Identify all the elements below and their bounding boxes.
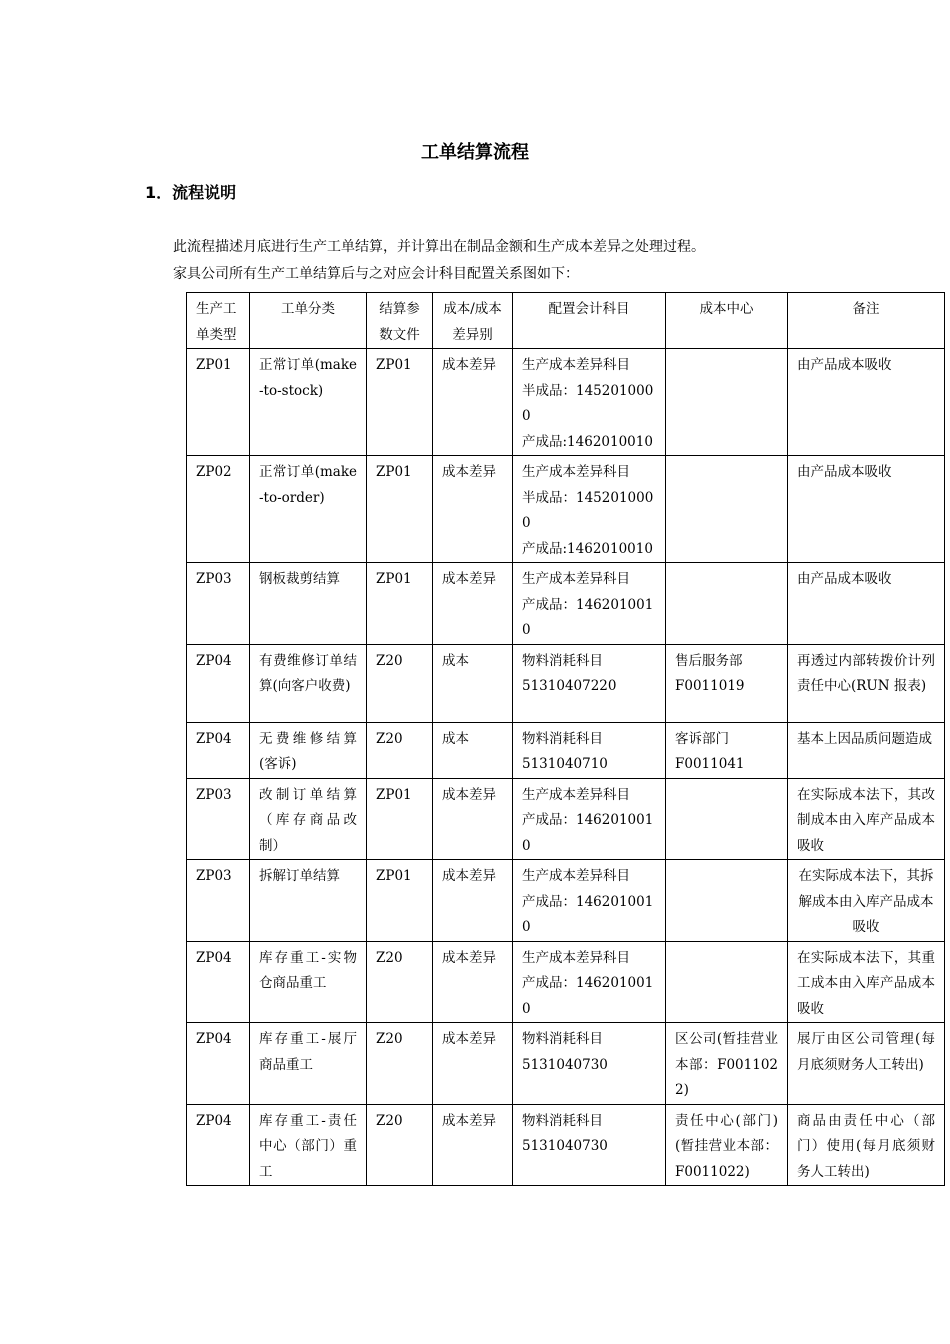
config-paragraph: 家具公司所有生产工单结算后与之对应会计科目配置关系图如下： (173, 266, 579, 282)
cell-remarks (788, 860, 945, 942)
underlined-remark: 在实际成本法下，其拆解成本由入库产品成本吸收 (798, 868, 934, 935)
cell-order-category: 钢板裁剪结算 (250, 563, 367, 645)
table-row (187, 1104, 945, 1186)
cell-order-type: ZP03 (187, 563, 250, 645)
cell-order-category: 库存重工-实物仓商品重工 (250, 941, 367, 1023)
cell-gl-account: 生产成本差异科目 产成品：1462010010 (513, 778, 666, 860)
cell-order-category: 库存重工-展厅商品重工 (250, 1023, 367, 1105)
table-row (187, 456, 945, 563)
cell-cost-center (666, 563, 788, 645)
table-row (187, 860, 945, 942)
cell-cost-variance-type: 成本差异 (433, 778, 513, 860)
cell-remarks: 在实际成本法下，其重工成本由入库产品成本吸收 (788, 941, 945, 1023)
cell-cost-variance-type: 成本差异 (433, 563, 513, 645)
cell-settlement-profile: Z20 (367, 722, 433, 778)
section-heading: 1．流程说明 (145, 183, 237, 202)
cell-order-type: ZP02 (187, 456, 250, 563)
cell-cost-center: 责任中心(部门)(暂挂营业本部：F0011022) (666, 1104, 788, 1186)
cell-order-category: 改制订单结算（库存商品改制） (250, 778, 367, 860)
cell-cost-variance-type: 成本差异 (433, 1104, 513, 1186)
cell-order-type: ZP04 (187, 722, 250, 778)
cell-settlement-profile: ZP01 (367, 860, 433, 942)
table-row (187, 563, 945, 645)
cell-order-category: 有费维修订单结算(向客户收费) (250, 644, 367, 722)
cell-order-type: ZP04 (187, 1023, 250, 1105)
cell-cost-variance-type: 成本差异 (433, 456, 513, 563)
cell-gl-account: 生产成本差异科目 产成品：1462010010 (513, 860, 666, 942)
table-row (187, 349, 945, 456)
cell-gl-account: 生产成本差异科目 产成品：1462010010 (513, 941, 666, 1023)
cell-order-category: 无费维修结算(客诉) (250, 722, 367, 778)
table-row (187, 1023, 945, 1105)
cell-cost-center: 区公司(暂挂营业本部：F0011022) (666, 1023, 788, 1105)
cell-gl-account: 物料消耗科目 5131040730 (513, 1023, 666, 1105)
table-row (187, 644, 945, 722)
cell-cost-variance-type: 成本差异 (433, 941, 513, 1023)
cell-gl-account: 物料消耗科目 5131040730 (513, 1104, 666, 1186)
cell-gl-account: 物料消耗科目 51310407220 (513, 644, 666, 722)
header-gl-account: 配置会计科目 (513, 293, 666, 349)
cell-settlement-profile: ZP01 (367, 349, 433, 456)
cell-settlement-profile: Z20 (367, 1023, 433, 1105)
cell-cost-center (666, 349, 788, 456)
header-settlement-profile: 结算参数文件 (367, 293, 433, 349)
cell-settlement-profile: Z20 (367, 644, 433, 722)
cell-cost-center (666, 941, 788, 1023)
cell-gl-account: 物料消耗科目 5131040710 (513, 722, 666, 778)
table-row (187, 722, 945, 778)
header-cost-center: 成本中心 (666, 293, 788, 349)
table-row (187, 778, 945, 860)
cell-cost-center: 售后服务部 F0011019 (666, 644, 788, 722)
cell-order-type: ZP03 (187, 860, 250, 942)
table-row (187, 941, 945, 1023)
cell-cost-variance-type: 成本 (433, 644, 513, 722)
cell-remarks: 基本上因品质问题造成 (788, 722, 945, 778)
table-header-row (187, 293, 945, 349)
cell-remarks: 展厅由区公司管理(每月底须财务人工转出) (788, 1023, 945, 1105)
cell-order-type: ZP03 (187, 778, 250, 860)
cell-cost-variance-type: 成本差异 (433, 860, 513, 942)
cell-order-type: ZP04 (187, 1104, 250, 1186)
intro-paragraph: 此流程描述月底进行生产工单结算，并计算出在制品金额和生产成本差异之处理过程。 (173, 239, 705, 255)
cell-order-category: 库存重工-责任中心（部门）重工 (250, 1104, 367, 1186)
cell-cost-variance-type: 成本差异 (433, 349, 513, 456)
header-order-category: 工单分类 (250, 293, 367, 349)
cell-cost-center (666, 778, 788, 860)
cell-cost-center (666, 860, 788, 942)
cell-remarks: 在实际成本法下，其改制成本由入库产品成本吸收 (788, 778, 945, 860)
cell-cost-variance-type: 成本 (433, 722, 513, 778)
cell-order-category: 拆解订单结算 (250, 860, 367, 942)
cell-cost-center (666, 456, 788, 563)
cell-gl-account: 生产成本差异科目 半成品：1452010000 产成品:1462010010 (513, 456, 666, 563)
cell-cost-center: 客诉部门 F0011041 (666, 722, 788, 778)
cell-remarks: 再透过内部转拨价计列责任中心(RUN 报表) (788, 644, 945, 722)
header-remarks: 备注 (788, 293, 945, 349)
cell-settlement-profile: Z20 (367, 941, 433, 1023)
cell-settlement-profile: Z20 (367, 1104, 433, 1186)
cell-order-category: 正常订单(make-to-stock) (250, 349, 367, 456)
cell-settlement-profile: ZP01 (367, 456, 433, 563)
cell-settlement-profile: ZP01 (367, 778, 433, 860)
cell-order-type: ZP01 (187, 349, 250, 456)
header-order-type: 生产工单类型 (187, 293, 250, 349)
cell-order-type: ZP04 (187, 644, 250, 722)
account-config-table (186, 292, 945, 1186)
cell-remarks: 由产品成本吸收 (788, 349, 945, 456)
cell-order-type: ZP04 (187, 941, 250, 1023)
document-title: 工单结算流程 (421, 142, 529, 163)
cell-order-category: 正常订单(make-to-order) (250, 456, 367, 563)
cell-cost-variance-type: 成本差异 (433, 1023, 513, 1105)
cell-gl-account: 生产成本差异科目 产成品：1462010010 (513, 563, 666, 645)
cell-remarks: 商品由责任中心（部门）使用(每月底须财务人工转出) (788, 1104, 945, 1186)
header-cost-variance-type: 成本/成本差异别 (433, 293, 513, 349)
cell-remarks: 由产品成本吸收 (788, 563, 945, 645)
cell-remarks: 由产品成本吸收 (788, 456, 945, 563)
cell-gl-account: 生产成本差异科目 半成品：1452010000 产成品:1462010010 (513, 349, 666, 456)
cell-settlement-profile: ZP01 (367, 563, 433, 645)
